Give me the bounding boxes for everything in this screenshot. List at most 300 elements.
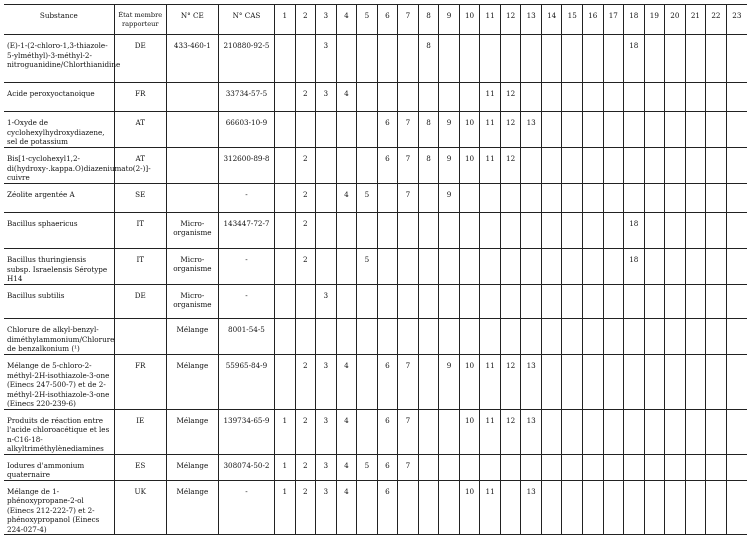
product-type-cell	[665, 319, 686, 355]
product-type-cell	[541, 319, 562, 355]
column-header: 7	[398, 5, 419, 35]
product-type-cell: 2	[295, 249, 316, 285]
product-type-cell	[582, 184, 603, 213]
product-type-cell	[644, 112, 665, 148]
substance-cell: Chlorure de alkyl-benzyl-diméthylammonium/Chlorure de benzalkonium (¹)	[4, 319, 114, 355]
product-type-cell	[685, 454, 706, 480]
ce-number-cell	[166, 83, 218, 112]
product-type-cell	[357, 83, 378, 112]
column-header: Substance	[4, 5, 114, 35]
product-type-cell	[603, 148, 624, 184]
product-type-cell	[665, 249, 686, 285]
substance-cell: Bacillus thuringiensis subsp. Israelensis Sérotype H14	[4, 249, 114, 285]
product-type-cell	[685, 480, 706, 535]
product-type-cell	[521, 83, 542, 112]
product-type-cell: 18	[624, 249, 645, 285]
product-type-cell: 3	[316, 480, 337, 535]
product-type-cell	[706, 83, 727, 112]
product-type-cell	[357, 35, 378, 83]
product-type-cell: 6	[377, 355, 398, 410]
product-type-cell	[275, 319, 296, 355]
product-type-cell	[726, 184, 747, 213]
product-type-cell	[665, 148, 686, 184]
product-type-cell: 7	[398, 409, 419, 454]
product-type-cell	[541, 409, 562, 454]
product-type-cell	[603, 184, 624, 213]
product-type-cell: 7	[398, 454, 419, 480]
product-type-cell	[706, 184, 727, 213]
product-type-cell	[706, 213, 727, 249]
table-row	[4, 184, 747, 213]
product-type-cell	[418, 319, 439, 355]
product-type-cell	[644, 35, 665, 83]
product-type-cell: 12	[500, 355, 521, 410]
product-type-cell	[480, 454, 501, 480]
product-type-cell	[726, 148, 747, 184]
product-type-cell	[357, 112, 378, 148]
product-type-cell: 3	[316, 355, 337, 410]
table-row	[4, 249, 747, 285]
product-type-cell	[500, 319, 521, 355]
product-type-cell	[665, 213, 686, 249]
product-type-cell: 2	[295, 148, 316, 184]
product-type-cell	[624, 454, 645, 480]
cas-number-cell: 66603-10-9	[218, 112, 274, 148]
product-type-cell	[295, 112, 316, 148]
member-state-cell: AT	[114, 148, 166, 184]
ce-number-cell	[166, 148, 218, 184]
ce-number-cell	[166, 112, 218, 148]
product-type-cell: 7	[398, 184, 419, 213]
cas-number-cell: -	[218, 184, 274, 213]
product-type-cell	[644, 213, 665, 249]
product-type-cell	[439, 249, 460, 285]
product-type-cell: 1	[275, 409, 296, 454]
product-type-cell	[316, 148, 337, 184]
member-state-cell: ES	[114, 454, 166, 480]
product-type-cell	[357, 148, 378, 184]
product-type-cell	[582, 285, 603, 319]
product-type-cell: 5	[357, 184, 378, 213]
product-type-cell: 6	[377, 480, 398, 535]
product-type-cell	[624, 355, 645, 410]
product-type-cell	[459, 249, 480, 285]
product-type-cell	[582, 409, 603, 454]
cas-number-cell: 8001-54-5	[218, 319, 274, 355]
product-type-cell	[665, 83, 686, 112]
product-type-cell	[521, 148, 542, 184]
product-type-cell: 10	[459, 112, 480, 148]
product-type-cell: 5	[357, 249, 378, 285]
member-state-cell: IT	[114, 249, 166, 285]
product-type-cell	[665, 112, 686, 148]
product-type-cell: 9	[439, 184, 460, 213]
cas-number-cell: 33734-57-5	[218, 83, 274, 112]
cas-number-cell: 143447-72-7	[218, 213, 274, 249]
ce-number-cell: Micro-organisme	[166, 285, 218, 319]
product-type-cell	[582, 355, 603, 410]
product-type-cell	[377, 213, 398, 249]
substance-cell: Mélange de 5-chloro-2-méthyl-2H-isothiazole-3-one (Einecs 247-500-7) et de 2-méthyl-2H-isothiazole-3-one (Einecs 220-239-6)	[4, 355, 114, 410]
product-type-cell	[624, 409, 645, 454]
product-type-cell	[275, 355, 296, 410]
product-type-cell	[500, 35, 521, 83]
product-type-cell	[480, 249, 501, 285]
product-type-cell	[439, 213, 460, 249]
product-type-cell	[377, 285, 398, 319]
product-type-cell	[624, 83, 645, 112]
product-type-cell	[644, 249, 665, 285]
product-type-cell	[665, 454, 686, 480]
product-type-cell	[275, 249, 296, 285]
product-type-cell	[582, 213, 603, 249]
product-type-cell	[480, 184, 501, 213]
product-type-cell	[603, 83, 624, 112]
ce-number-cell: Micro-organisme	[166, 249, 218, 285]
product-type-cell	[685, 83, 706, 112]
product-type-cell: 6	[377, 454, 398, 480]
product-type-cell	[665, 285, 686, 319]
product-type-cell	[418, 285, 439, 319]
product-type-cell	[316, 184, 337, 213]
product-type-cell	[275, 184, 296, 213]
product-type-cell	[418, 409, 439, 454]
product-type-cell	[562, 454, 583, 480]
product-type-cell: 5	[357, 454, 378, 480]
product-type-cell	[541, 148, 562, 184]
product-type-cell: 2	[295, 355, 316, 410]
product-type-cell: 3	[316, 83, 337, 112]
product-type-cell	[706, 112, 727, 148]
product-type-cell	[562, 285, 583, 319]
product-type-cell	[459, 454, 480, 480]
product-type-cell	[665, 184, 686, 213]
substance-cell: Zéolite argentée A	[4, 184, 114, 213]
product-type-cell	[706, 35, 727, 83]
member-state-cell: DE	[114, 285, 166, 319]
product-type-cell: 10	[459, 480, 480, 535]
product-type-cell: 1	[275, 454, 296, 480]
product-type-cell: 12	[500, 409, 521, 454]
product-type-cell: 11	[480, 480, 501, 535]
product-type-cell	[624, 285, 645, 319]
product-type-cell	[644, 83, 665, 112]
product-type-cell: 2	[295, 480, 316, 535]
product-type-cell	[582, 454, 603, 480]
column-header: 8	[418, 5, 439, 35]
product-type-cell	[480, 213, 501, 249]
product-type-cell	[726, 454, 747, 480]
product-type-cell: 3	[316, 409, 337, 454]
product-type-cell	[480, 35, 501, 83]
column-header: 9	[439, 5, 460, 35]
table-row	[4, 83, 747, 112]
product-type-cell	[521, 184, 542, 213]
product-type-cell	[316, 112, 337, 148]
product-type-cell	[562, 35, 583, 83]
table-header-row	[4, 5, 747, 35]
product-type-cell	[644, 355, 665, 410]
product-type-cell: 11	[480, 355, 501, 410]
member-state-cell: FR	[114, 355, 166, 410]
table-row	[4, 409, 747, 454]
product-type-cell	[521, 35, 542, 83]
product-type-cell	[521, 213, 542, 249]
product-type-cell: 7	[398, 355, 419, 410]
substance-table	[4, 4, 747, 535]
product-type-cell	[706, 148, 727, 184]
product-type-cell	[439, 319, 460, 355]
product-type-cell	[439, 35, 460, 83]
product-type-cell	[582, 319, 603, 355]
product-type-cell	[418, 213, 439, 249]
product-type-cell: 12	[500, 83, 521, 112]
product-type-cell: 11	[480, 83, 501, 112]
product-type-cell	[726, 355, 747, 410]
column-header: 3	[316, 5, 337, 35]
product-type-cell	[644, 409, 665, 454]
product-type-cell	[398, 285, 419, 319]
cas-number-cell: 55965-84-9	[218, 355, 274, 410]
product-type-cell	[726, 480, 747, 535]
member-state-cell: SE	[114, 184, 166, 213]
ce-number-cell: Mélange	[166, 355, 218, 410]
product-type-cell	[398, 249, 419, 285]
product-type-cell	[377, 319, 398, 355]
product-type-cell	[316, 213, 337, 249]
product-type-cell: 4	[336, 184, 357, 213]
substance-cell: Bacillus sphaericus	[4, 213, 114, 249]
substance-cell: Bis[1-cyclohexyl1,2-di(hydroxy-.kappa.O)diazeniumato(2-)]-cuivre	[4, 148, 114, 184]
product-type-cell: 3	[316, 35, 337, 83]
product-type-cell	[603, 112, 624, 148]
product-type-cell: 11	[480, 112, 501, 148]
product-type-cell	[418, 480, 439, 535]
product-type-cell	[665, 355, 686, 410]
product-type-cell	[295, 35, 316, 83]
product-type-cell	[541, 355, 562, 410]
product-type-cell	[541, 184, 562, 213]
product-type-cell	[562, 213, 583, 249]
substance-cell: Mélange de 1-phénoxypropane-2-ol (Einecs 212-222-7) et 2-phénoxypropanol (Einecs 224-027-4)	[4, 480, 114, 535]
product-type-cell: 4	[336, 83, 357, 112]
product-type-cell	[685, 249, 706, 285]
cas-number-cell: 210880-92-5	[218, 35, 274, 83]
product-type-cell	[377, 249, 398, 285]
product-type-cell	[500, 184, 521, 213]
product-type-cell	[582, 83, 603, 112]
product-type-cell: 11	[480, 148, 501, 184]
substance-cell: Produits de réaction entre l'acide chloroacétique et les n-C16-18-alkyltriméthylènediamines	[4, 409, 114, 454]
product-type-cell	[624, 112, 645, 148]
product-type-cell	[644, 319, 665, 355]
product-type-cell	[726, 249, 747, 285]
column-header: N° CAS	[218, 5, 274, 35]
column-header: 11	[480, 5, 501, 35]
product-type-cell	[685, 184, 706, 213]
product-type-cell	[685, 409, 706, 454]
product-type-cell: 9	[439, 148, 460, 184]
member-state-cell: IT	[114, 213, 166, 249]
product-type-cell	[500, 249, 521, 285]
product-type-cell	[275, 148, 296, 184]
product-type-cell	[336, 213, 357, 249]
product-type-cell	[316, 319, 337, 355]
product-type-cell	[418, 249, 439, 285]
product-type-cell	[685, 112, 706, 148]
product-type-cell	[706, 409, 727, 454]
column-header: 2	[295, 5, 316, 35]
product-type-cell	[336, 319, 357, 355]
product-type-cell	[541, 112, 562, 148]
product-type-cell	[398, 480, 419, 535]
product-type-cell: 6	[377, 148, 398, 184]
product-type-cell: 9	[439, 112, 460, 148]
product-type-cell: 4	[336, 409, 357, 454]
product-type-cell	[644, 148, 665, 184]
product-type-cell	[439, 83, 460, 112]
product-type-cell: 8	[418, 112, 439, 148]
product-type-cell	[685, 285, 706, 319]
product-type-cell: 4	[336, 454, 357, 480]
product-type-cell: 10	[459, 409, 480, 454]
product-type-cell	[521, 319, 542, 355]
product-type-cell	[500, 213, 521, 249]
column-header: 1	[275, 5, 296, 35]
product-type-cell	[726, 83, 747, 112]
product-type-cell	[357, 285, 378, 319]
member-state-cell: FR	[114, 83, 166, 112]
product-type-cell: 13	[521, 112, 542, 148]
product-type-cell	[706, 355, 727, 410]
product-type-cell	[275, 213, 296, 249]
product-type-cell: 1	[275, 480, 296, 535]
product-type-cell	[439, 285, 460, 319]
product-type-cell: 6	[377, 409, 398, 454]
column-header: 19	[644, 5, 665, 35]
product-type-cell	[541, 213, 562, 249]
product-type-cell	[459, 319, 480, 355]
product-type-cell: 3	[316, 454, 337, 480]
product-type-cell	[336, 112, 357, 148]
product-type-cell	[603, 213, 624, 249]
ce-number-cell: Mélange	[166, 319, 218, 355]
column-header: 12	[500, 5, 521, 35]
product-type-cell	[582, 249, 603, 285]
column-header: 16	[582, 5, 603, 35]
product-type-cell	[603, 409, 624, 454]
product-type-cell	[357, 480, 378, 535]
product-type-cell	[377, 184, 398, 213]
cas-number-cell: 308074-50-2	[218, 454, 274, 480]
product-type-cell	[500, 480, 521, 535]
product-type-cell	[603, 454, 624, 480]
product-type-cell: 4	[336, 480, 357, 535]
substance-cell: (E)-1-(2-chloro-1,3-thiazole-5-ylméthyl)-3-méthyl-2-nitroguanidine/Chlorthianidine	[4, 35, 114, 83]
column-header: 23	[726, 5, 747, 35]
ce-number-cell: Mélange	[166, 409, 218, 454]
member-state-cell: UK	[114, 480, 166, 535]
product-type-cell: 2	[295, 83, 316, 112]
ce-number-cell: Mélange	[166, 480, 218, 535]
column-header: 13	[521, 5, 542, 35]
product-type-cell	[685, 355, 706, 410]
product-type-cell: 13	[521, 480, 542, 535]
substance-cell: Iodures d'ammonium quaternaire	[4, 454, 114, 480]
product-type-cell	[665, 409, 686, 454]
column-header: 14	[541, 5, 562, 35]
product-type-cell	[275, 285, 296, 319]
product-type-cell	[459, 184, 480, 213]
product-type-cell	[295, 285, 316, 319]
cas-number-cell: 139734-65-9	[218, 409, 274, 454]
ce-number-cell: Micro-organisme	[166, 213, 218, 249]
member-state-cell: DE	[114, 35, 166, 83]
product-type-cell: 2	[295, 409, 316, 454]
product-type-cell: 2	[295, 213, 316, 249]
product-type-cell	[357, 355, 378, 410]
product-type-cell	[336, 35, 357, 83]
table-row	[4, 285, 747, 319]
product-type-cell	[521, 249, 542, 285]
product-type-cell: 7	[398, 112, 419, 148]
product-type-cell	[665, 480, 686, 535]
column-header: 21	[685, 5, 706, 35]
product-type-cell	[336, 285, 357, 319]
product-type-cell: 18	[624, 213, 645, 249]
product-type-cell	[562, 319, 583, 355]
product-type-cell	[377, 35, 398, 83]
column-header: 10	[459, 5, 480, 35]
product-type-cell	[603, 355, 624, 410]
product-type-cell: 13	[521, 355, 542, 410]
product-type-cell	[418, 454, 439, 480]
product-type-cell	[275, 35, 296, 83]
product-type-cell	[439, 454, 460, 480]
product-type-cell	[706, 319, 727, 355]
product-type-cell: 10	[459, 355, 480, 410]
product-type-cell	[541, 480, 562, 535]
product-type-cell	[357, 409, 378, 454]
product-type-cell	[541, 249, 562, 285]
product-type-cell	[603, 35, 624, 83]
product-type-cell	[398, 213, 419, 249]
product-type-cell	[706, 285, 727, 319]
product-type-cell	[726, 213, 747, 249]
product-type-cell: 8	[418, 35, 439, 83]
product-type-cell: 3	[316, 285, 337, 319]
product-type-cell	[726, 409, 747, 454]
column-header: 17	[603, 5, 624, 35]
product-type-cell	[562, 355, 583, 410]
product-type-cell	[521, 454, 542, 480]
product-type-cell: 12	[500, 148, 521, 184]
product-type-cell: 13	[521, 409, 542, 454]
product-type-cell	[336, 249, 357, 285]
product-type-cell	[582, 148, 603, 184]
product-type-cell	[624, 480, 645, 535]
cas-number-cell: -	[218, 249, 274, 285]
product-type-cell: 12	[500, 112, 521, 148]
product-type-cell	[706, 480, 727, 535]
table-row	[4, 35, 747, 83]
product-type-cell	[480, 319, 501, 355]
ce-number-cell: 433-460-1	[166, 35, 218, 83]
product-type-cell	[459, 213, 480, 249]
product-type-cell	[603, 480, 624, 535]
column-header: État membre rapporteur	[114, 5, 166, 35]
product-type-cell	[624, 319, 645, 355]
